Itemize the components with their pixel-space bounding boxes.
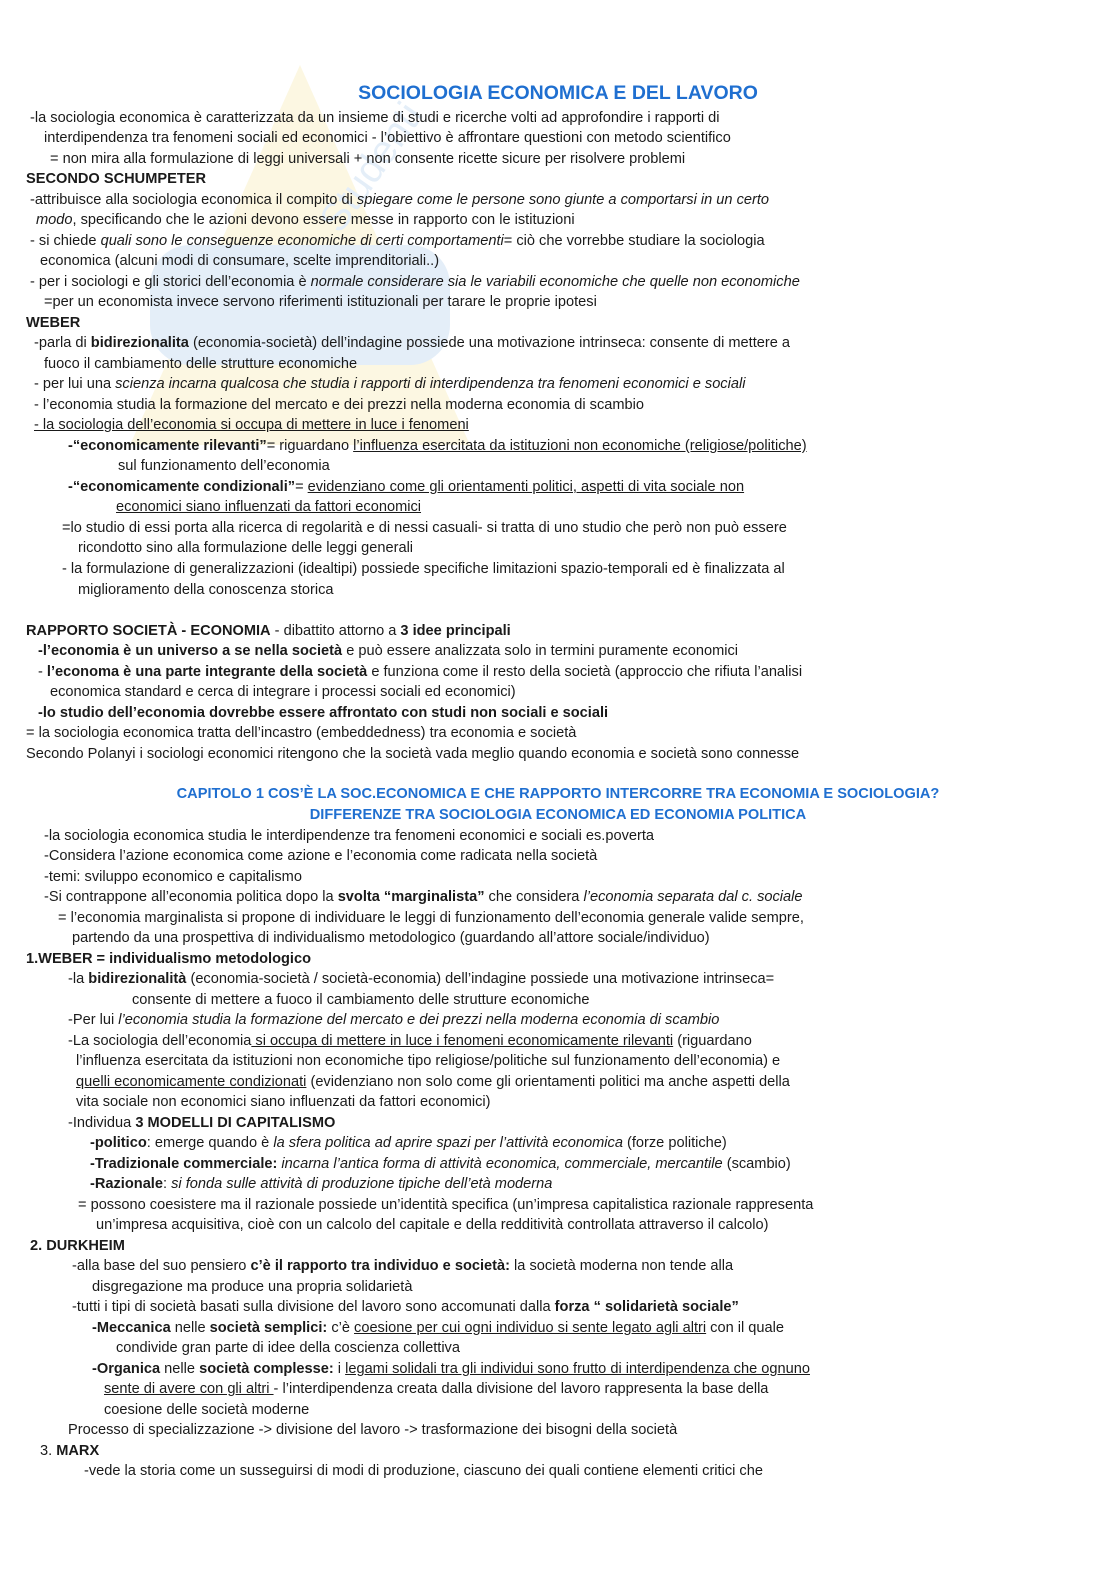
text-line [38, 641, 738, 661]
text-line [118, 456, 330, 476]
text-line [38, 703, 608, 723]
text-segment: si fonda sulle attività di produzione tipiche dell’età moderna [171, 1176, 553, 1192]
text-line [104, 1379, 768, 1399]
text-segment: l’influenza esercitata da istituzioni non economiche tipo religiose/politiche sul funzionamento dell’economia) e [76, 1053, 781, 1069]
text-segment: quelli economicamente condizionati [76, 1074, 307, 1090]
text-line [76, 1072, 790, 1092]
text-segment: modo [36, 212, 73, 228]
text-segment: = la sociologia economica tratta dell’incastro (embeddedness) tra economia e società [26, 725, 577, 741]
text-segment: con il quale [706, 1320, 785, 1336]
text-segment: Secondo Polanyi i sociologi economici ritengono che la società vada meglio quando economia e società sono connesse [26, 746, 800, 762]
text-segment: normale considerare sia le variabili economiche che quelle non economiche [310, 274, 800, 290]
text-segment: -Meccanica [92, 1320, 171, 1336]
text-segment: l’influenza esercitata da istituzioni non economiche (religiose/politiche) [353, 438, 807, 454]
text-segment: = l’economia marginalista si propone di individuare le leggi di funzionamento dell’economia generale valide sempre, [58, 910, 804, 926]
text-segment: RAPPORTO SOCIETÀ - ECONOMIA [26, 623, 271, 639]
text-segment: MARX [56, 1443, 100, 1459]
text-line [92, 1318, 784, 1338]
text-segment: 2. DURKHEIM [30, 1238, 125, 1254]
text-segment: WEBER [26, 315, 81, 331]
text-line [38, 662, 802, 682]
text-segment: e funziona come il resto della società (approccio che rifiuta l’analisi [367, 664, 803, 680]
text-line [72, 1256, 733, 1276]
text-line [34, 374, 745, 394]
text-line [30, 272, 800, 292]
text-line [40, 251, 439, 271]
text-segment: SECONDO SCHUMPETER [26, 171, 207, 187]
text-segment: : [162, 1176, 172, 1192]
text-line [76, 1092, 491, 1112]
document-title: SOCIOLOGIA ECONOMICA E DEL LAVORO [358, 82, 758, 104]
text-line [34, 415, 469, 435]
text-line [30, 108, 720, 128]
text-line [132, 990, 590, 1010]
text-segment: evidenziano come gli orientamenti politici, aspetti di vita sociale non [307, 479, 745, 495]
text-segment: = riguardano [266, 438, 354, 454]
text-line [90, 1154, 791, 1174]
text-segment: si occupa di mettere in luce i fenomeni economicamente rilevanti [251, 1033, 674, 1049]
text-segment: 3 idee principali [400, 623, 511, 639]
text-line [78, 580, 334, 600]
chapter-heading: CAPITOLO 1 COS’È LA SOC.ECONOMICA E CHE RAPPORTO INTERCORRE TRA ECONOMIA E SOCIOLOGIA? [176, 786, 940, 802]
text-line [40, 1441, 99, 1461]
text-line [68, 1420, 677, 1440]
text-segment: -Considera l’azione economica come azione e l’economia come radicata nella società [44, 848, 598, 864]
text-line [72, 928, 710, 948]
text-segment: - l’economia studia la formazione del mercato e dei prezzi nella moderna economia di scambio [34, 397, 645, 413]
text-segment: sente di avere con gli altri [104, 1381, 274, 1397]
text-line [68, 477, 744, 497]
text-segment: : emerge quando è [146, 1135, 274, 1151]
text-segment: partendo da una prospettiva di individualismo metodologico (guardando all’attore sociale/individuo) [72, 930, 710, 946]
text-line [44, 846, 597, 866]
text-segment: un’impresa acquisitiva, cioè con un calcolo del capitale e della redditività controllata attraverso il calcolo) [96, 1217, 769, 1233]
text-line [96, 1215, 768, 1235]
text-line [78, 538, 413, 558]
text-line [104, 1400, 309, 1420]
text-segment: l’economia studia la formazione del mercato e dei prezzi nella moderna economia di scambio [118, 1012, 720, 1028]
text-segment: (riguardano [673, 1033, 752, 1049]
text-segment: = non mira alla formulazione di leggi universali + non consente ricette sicure per risolvere problemi [50, 151, 686, 167]
text-segment: -vede la storia come un susseguirsi di modi di produzione, ciascuno dei quali contiene elementi critici che [84, 1463, 763, 1479]
text-segment: -la sociologia economica è caratterizzata da un insieme di studi e ricerche volti ad approfondire i rapporti di [30, 110, 720, 126]
text-segment: nelle [170, 1320, 210, 1336]
text-line [72, 1297, 739, 1317]
watermark-text: Studenti [311, 94, 432, 241]
text-segment: economici siano influenzati da fattori economici [116, 499, 422, 515]
text-line [26, 723, 576, 743]
text-line [26, 949, 311, 969]
text-segment: e può essere analizzata solo in termini puramente economici [342, 643, 739, 659]
text-segment: bidirezionalita [90, 335, 189, 351]
text-segment: legami solidali tra gli individui sono frutto di interdipendenza che ognuno [345, 1361, 810, 1377]
text-segment: =lo studio di essi porta alla ricerca di regolarità e di nessi casuali- si tratta di uno studio che però non può essere [62, 520, 787, 536]
text-segment: vita sociale non economici siano influenzati da fattori economici) [76, 1094, 491, 1110]
text-segment: -La sociologia dell’economia [68, 1033, 252, 1049]
text-segment: - la sociologia dell’economia si occupa di mettere in luce i fenomeni [34, 417, 469, 433]
text-segment: Processo di specializzazione -> divisione del lavoro -> trasformazione dei bisogni della società [68, 1422, 678, 1438]
text-segment: la società moderna non tende alla [509, 1258, 734, 1274]
text-line [44, 867, 302, 887]
text-segment: - [38, 664, 47, 680]
text-segment: -la [68, 971, 89, 987]
text-line [26, 744, 799, 764]
text-line [68, 1113, 335, 1133]
text-segment: ricondotto sino alla formulazione delle leggi generali [78, 540, 414, 556]
text-segment: disgregazione ma produce una propria solidarietà [92, 1279, 413, 1295]
text-segment: nelle [160, 1361, 200, 1377]
text-segment: -temi: sviluppo economico e capitalismo [44, 869, 302, 885]
text-segment: -politico [90, 1135, 147, 1151]
text-segment: = possono coesistere ma il razionale possiede un’identità specifica (un’impresa capitalistica razionale rappresenta [78, 1197, 814, 1213]
text-segment: consente di mettere a fuoco il cambiamento delle strutture economiche [132, 992, 590, 1008]
text-segment: forza “ solidarietà sociale” [554, 1299, 739, 1315]
text-line [76, 1051, 780, 1071]
text-line [90, 1133, 727, 1153]
text-line [44, 887, 803, 907]
text-segment: spiegare come le persone sono giunte a comportarsi in un certo [356, 192, 770, 208]
text-segment: c’è il rapporto tra individuo e società: [250, 1258, 510, 1274]
text-line [26, 313, 80, 333]
text-segment: (economia-società / società-economia) dell’indagine possiede una motivazione intrinseca= [186, 971, 775, 987]
text-segment: -Per lui [68, 1012, 119, 1028]
text-segment: -Organica [92, 1361, 161, 1377]
text-segment: miglioramento della conoscenza storica [78, 582, 334, 598]
text-segment: società complesse: [199, 1361, 334, 1377]
text-segment: condivide gran parte di idee della coscienza collettiva [116, 1340, 460, 1356]
text-line [44, 354, 357, 374]
text-line [44, 826, 654, 846]
text-segment: -tutti i tipi di società basati sulla divisione del lavoro sono accomunati dalla [72, 1299, 555, 1315]
text-line [34, 333, 790, 353]
text-line [26, 621, 511, 641]
text-segment: -alla base del suo pensiero [72, 1258, 251, 1274]
text-line [44, 128, 731, 148]
text-segment: (economia-società) dell’indagine possiede una motivazione intrinseca: consente di mettere a [188, 335, 791, 351]
text-segment: bidirezionalità [88, 971, 187, 987]
text-segment: quali sono le conseguenze economiche di certi comportamenti [100, 233, 504, 249]
text-line [116, 497, 421, 517]
text-line [44, 292, 597, 312]
text-line [68, 969, 774, 989]
text-segment: -Razionale [90, 1176, 163, 1192]
text-segment: fuoco il cambiamento delle strutture economiche [44, 356, 358, 372]
text-segment: - si chiede [30, 233, 101, 249]
text-segment: -lo studio dell’economia dovrebbe essere affrontato con studi non sociali e sociali [38, 705, 609, 721]
text-segment: economica (alcuni modi di consumare, scelte imprenditoriali..) [40, 253, 440, 269]
text-segment: coesione per cui ogni individuo si sente legato agli altri [354, 1320, 707, 1336]
text-segment: = [295, 479, 308, 495]
text-segment: 3. [40, 1443, 57, 1459]
text-segment: -Si contrappone all’economia politica dopo la [44, 889, 338, 905]
text-line [78, 1195, 813, 1215]
text-line [68, 1031, 752, 1051]
text-segment: (forze politiche) [622, 1135, 727, 1151]
text-segment: =per un economista invece servono riferimenti istituzionali per tarare le proprie ipotesi [44, 294, 597, 310]
text-segment: economica standard e cerca di integrare i processi sociali ed economici) [50, 684, 516, 700]
text-line [58, 908, 804, 928]
text-segment: la sfera politica ad aprire spazi per l’attività economica [273, 1135, 623, 1151]
text-segment: c’è [327, 1320, 355, 1336]
text-segment: -la sociologia economica studia le interdipendenze tra fenomeni economici e sociali es.poverta [44, 828, 655, 844]
text-line [34, 395, 644, 415]
text-segment: (evidenziano non solo come gli orientamenti politici ma anche aspetti della [306, 1074, 790, 1090]
text-segment: sul funzionamento dell’economia [118, 458, 330, 474]
text-line [30, 1236, 125, 1256]
text-segment: società semplici: [209, 1320, 328, 1336]
text-segment: l’economia separata dal c. sociale [583, 889, 803, 905]
text-segment: scienza incarna qualcosa che studia i rapporti di interdipendenza tra fenomeni economici e sociali [115, 376, 746, 392]
text-segment: l’economa è una parte integrante della società [46, 664, 368, 680]
text-segment: -attribuisce alla sociologia economica il compito di [30, 192, 357, 208]
text-line [50, 682, 516, 702]
text-line [50, 149, 685, 169]
text-line [30, 231, 765, 251]
text-segment: - la formulazione di generalizzazioni (idealtipi) possiede specifiche limitazioni spazio-temporali ed è finalizzata al [62, 561, 785, 577]
text-segment: coesione delle società moderne [104, 1402, 310, 1418]
chapter-subheading: DIFFERENZE TRA SOCIOLOGIA ECONOMICA ED ECONOMIA POLITICA [309, 807, 807, 823]
text-line [84, 1461, 763, 1481]
text-segment: 3 MODELLI DI CAPITALISMO [135, 1115, 336, 1131]
text-segment: incarna l’antica forma di attività economica, commerciale, mercantile [281, 1156, 723, 1172]
text-line [68, 1010, 719, 1030]
text-segment: (scambio) [722, 1156, 791, 1172]
text-segment: -l’economia è un universo a se nella società [38, 643, 343, 659]
text-line [26, 169, 206, 189]
text-segment: - per lui una [34, 376, 116, 392]
text-segment: - dibattito attorno a [270, 623, 401, 639]
text-line [90, 1174, 552, 1194]
text-segment: -parla di [34, 335, 91, 351]
text-line [68, 436, 807, 456]
text-segment: interdipendenza tra fenomeni sociali ed economici - l’obiettivo è affrontare questioni con metodo scientifico [44, 130, 731, 146]
text-segment: che considera [484, 889, 584, 905]
text-segment: - per i sociologi e gli storici dell’economia è [30, 274, 311, 290]
text-line [36, 210, 575, 230]
text-line [62, 559, 785, 579]
text-segment: -“economicamente rilevanti” [68, 438, 267, 454]
text-segment: -Tradizionale commerciale: [90, 1156, 278, 1172]
text-line [116, 1338, 460, 1358]
text-segment: , specificando che le azioni devono essere messe in rapporto con le istituzioni [72, 212, 575, 228]
text-segment: -“economicamente condizionali” [68, 479, 296, 495]
text-segment: 1.WEBER = individualismo metodologico [26, 951, 312, 967]
text-segment: -Individua [68, 1115, 136, 1131]
text-line [92, 1359, 810, 1379]
text-line [62, 518, 787, 538]
text-line [30, 190, 769, 210]
text-segment: = ciò che vorrebbe studiare la sociologia [503, 233, 765, 249]
text-line [92, 1277, 412, 1297]
text-segment: - l’interdipendenza creata dalla divisione del lavoro rappresenta la base della [273, 1381, 769, 1397]
text-segment: i [333, 1361, 346, 1377]
text-segment: svolta “marginalista” [337, 889, 485, 905]
